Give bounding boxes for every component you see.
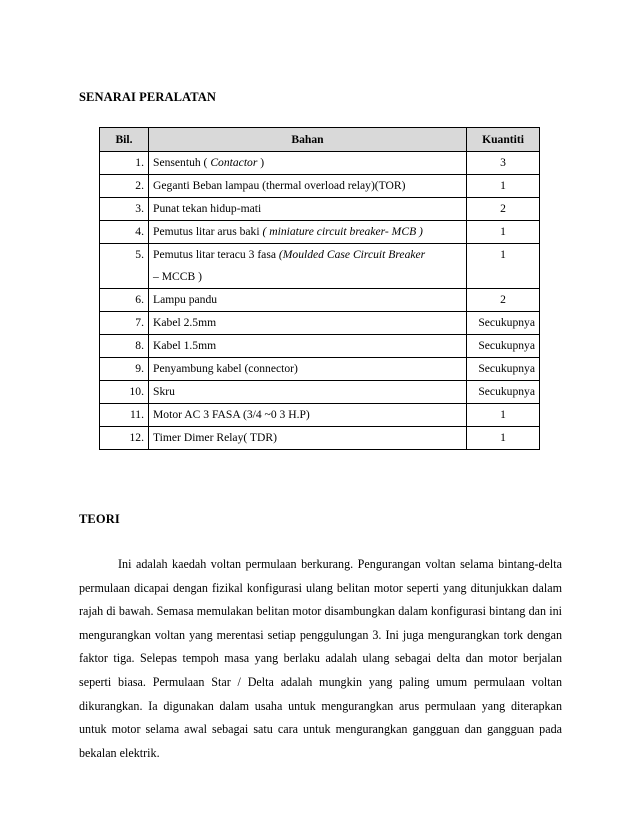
table-row — [100, 335, 540, 358]
row-num: 4. — [100, 221, 149, 244]
row-qty: 1 — [467, 404, 540, 427]
header-num: Bil. — [100, 128, 149, 152]
row-qty: 2 — [467, 289, 540, 312]
row-material: Timer Dimer Relay( TDR) — [149, 427, 467, 450]
row-material: Kabel 2.5mm — [149, 312, 467, 335]
row-material: Geganti Beban lampau (thermal overload relay)(TOR) — [149, 175, 467, 198]
table-row — [100, 312, 540, 335]
row-material: Motor AC 3 FASA (3/4 ~0 3 H.P) — [149, 404, 467, 427]
header-material: Bahan — [149, 128, 467, 152]
table-row — [100, 289, 540, 312]
row-num: 12. — [100, 427, 149, 450]
row-material: Punat tekan hidup-mati — [149, 198, 467, 221]
row-qty: 2 — [467, 198, 540, 221]
table-row — [100, 427, 540, 450]
equipment-list-heading: SENARAI PERALATAN — [79, 90, 217, 104]
row-qty: 3 — [467, 152, 540, 175]
row-num: 6. — [100, 289, 149, 312]
row-qty: Secukupnya — [467, 381, 540, 404]
table-row — [100, 358, 540, 381]
table-row — [100, 221, 540, 244]
row-qty: Secukupnya — [467, 335, 540, 358]
table-header-row — [100, 128, 540, 152]
row-num: 10. — [100, 381, 149, 404]
row-qty: 1 — [467, 221, 540, 244]
table-row — [100, 404, 540, 427]
row-material: Pemutus litar arus baki ( miniature circuit breaker- MCB ) — [149, 221, 467, 244]
table-row — [100, 152, 540, 175]
row-material: Penyambung kabel (connector) — [149, 358, 467, 381]
table-row — [100, 175, 540, 198]
theory-heading: TEORI — [79, 512, 120, 526]
row-num: 11. — [100, 404, 149, 427]
row-material: Lampu pandu — [149, 289, 467, 312]
theory-paragraph: Ini adalah kaedah voltan permulaan berkurang. Pengurangan voltan selama bintang-delta permulaan dicapai dengan fizikal konfigurasi ulang belitan motor seperti yang ditunjukkan dalam rajah di bawah. Semasa memulakan belitan motor disambungkan dalam konfigurasi bintang dan ini mengurangkan voltan yang merentasi setiap penggulungan 3. Ini juga mengurangkan tork dengan faktor tiga. Selepas tempoh masa yang berlaku adalah ulang sebagai delta dan motor berjalan seperti biasa. Permulaan Star / Delta adalah mungkin yang paling umum permulaan voltan dikurangkan. Ia digunakan dalam usaha untuk mengurangkan arus permulaan yang diterapkan untuk motor selama awal sebagai satu cara untuk mengurangkan gangguan dan gangguan pada bekalan elektrik. — [79, 557, 562, 760]
row-qty: 1 — [467, 427, 540, 450]
row-num: 3. — [100, 198, 149, 221]
row-qty: 1 — [467, 175, 540, 198]
table-row — [100, 381, 540, 404]
row-num: 7. — [100, 312, 149, 335]
row-material: Skru — [149, 381, 467, 404]
table-row — [100, 244, 540, 289]
row-qty: Secukupnya — [467, 312, 540, 335]
row-material: Sensentuh ( Contactor ) — [149, 152, 467, 175]
row-qty: 1 — [467, 244, 540, 289]
row-num: 8. — [100, 335, 149, 358]
row-num: 5. — [100, 244, 149, 289]
equipment-table — [99, 127, 540, 450]
row-material: Pemutus litar teracu 3 fasa (Moulded Case Circuit Breaker – MCCB ) — [149, 244, 467, 289]
header-qty: Kuantiti — [467, 128, 540, 152]
row-material: Kabel 1.5mm — [149, 335, 467, 358]
row-qty: Secukupnya — [467, 358, 540, 381]
row-num: 2. — [100, 175, 149, 198]
row-num: 1. — [100, 152, 149, 175]
row-num: 9. — [100, 358, 149, 381]
table-row — [100, 198, 540, 221]
